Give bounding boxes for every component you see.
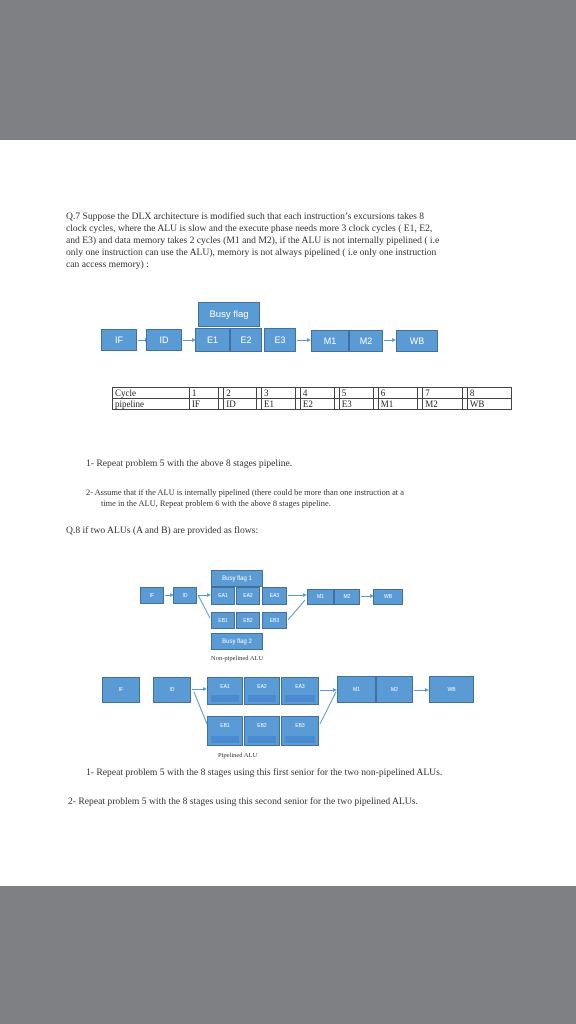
- stage-ea1: EA1: [211, 587, 235, 605]
- stage-label: EB2: [257, 723, 267, 729]
- table-cell: 5: [339, 388, 373, 399]
- stage-if: IF: [102, 677, 140, 703]
- sub-stage: [285, 736, 315, 743]
- table-cell: IF: [189, 399, 218, 410]
- stage-ea2: EA2: [236, 587, 260, 605]
- stage-label: EA3: [295, 684, 305, 690]
- task-1: 1- Repeat problem 5 with the above 8 stages pipeline.: [86, 458, 293, 469]
- stage-id: ID: [173, 587, 197, 604]
- stage-wb: WB: [373, 589, 403, 605]
- stage-wb: WB: [396, 330, 438, 352]
- stage-id: ID: [146, 329, 182, 351]
- non-pipelined-caption: Non-pipelined ALU: [211, 655, 264, 662]
- q7-line-2: clock cycles, where the ALU is slow and the execute phase needs more 3 clock cycles ( E1, E2,: [66, 223, 433, 234]
- stage-id: ID: [153, 677, 191, 703]
- table-cell: 7: [423, 388, 463, 399]
- stage-m2: M2: [376, 676, 413, 703]
- busy-flag-1-box: Busy flag 1: [211, 570, 263, 587]
- stage-m2: M2: [349, 330, 383, 352]
- final-item-2: 2- Repeat problem 5 with the 8 stages using this second senior for the two pipelined ALUs.: [68, 796, 418, 807]
- table-cell: pipeline: [113, 399, 190, 410]
- table-cell: E3: [339, 399, 373, 410]
- stage-label: EA1: [220, 684, 230, 690]
- arrow-icon: [183, 340, 193, 341]
- stage-label: EA2: [257, 684, 267, 690]
- q7-line-3: and E3) and data memory takes 2 cycles (M1 and M2), if the ALU is not internally pipelined ( i.e: [66, 235, 440, 246]
- stage-eb1: EB1: [211, 612, 235, 629]
- table-cell: 3: [262, 388, 296, 399]
- arrow-icon: [297, 340, 308, 341]
- table-cell: E1: [262, 399, 296, 410]
- arrow-icon: [165, 595, 171, 596]
- table-cell: Cycle: [113, 388, 190, 399]
- stage-e3: E3: [264, 328, 296, 352]
- arrow-icon: [361, 596, 371, 597]
- stage-eb3: EB3: [262, 612, 287, 629]
- sub-stage: [211, 736, 239, 743]
- stage-m1: M1: [337, 676, 376, 703]
- stage-m1: M1: [311, 330, 349, 352]
- q7-line-4: only one instruction can use the ALU), memory is not always pipelined ( i.e only one instruction: [66, 247, 437, 258]
- table-cell: M1: [378, 399, 418, 410]
- table-cell: M2: [423, 399, 463, 410]
- branch-arrows-icon: [190, 690, 340, 730]
- table-row: [113, 388, 512, 399]
- arrow-icon: [138, 340, 146, 341]
- busy-flag-2-box: Busy flag 2: [211, 633, 263, 650]
- table-cell: ID: [224, 399, 257, 410]
- stage-ea3: EA3: [262, 587, 287, 605]
- table-cell: 6: [378, 388, 418, 399]
- table-cell: 4: [300, 388, 334, 399]
- stage-m1: M1: [307, 589, 334, 605]
- stage-eb2: EB2: [236, 612, 260, 629]
- table-cell: WB: [467, 399, 511, 410]
- stage-m2: M2: [334, 589, 360, 605]
- arrow-icon: [384, 340, 393, 341]
- q8-heading: Q.8 if two ALUs (A and B) are provided as flows:: [66, 525, 259, 536]
- stage-e1: E1: [195, 328, 230, 352]
- cycle-table: [112, 387, 512, 410]
- arrow-icon: [414, 690, 426, 691]
- task-2-line-1: 2- Assume that if the ALU is internally pipelined (there could be more than one instruction at a: [86, 488, 404, 497]
- stage-wb: WB: [429, 676, 474, 703]
- branch-arrows-icon: [195, 590, 315, 630]
- stage-e2: E2: [230, 328, 262, 352]
- table-row: [113, 399, 512, 410]
- pipelined-caption: Pipelined ALU: [218, 752, 258, 759]
- task-2-line-2: time in the ALU, Repeat problem 6 with the above 8 stages pipeline.: [101, 499, 331, 508]
- stage-label: EB1: [220, 723, 230, 729]
- final-item-1: 1- Repeat problem 5 with the 8 stages using this first senior for the two non-pipelined ALUs.: [86, 767, 443, 778]
- table-cell: 2: [224, 388, 257, 399]
- stage-if: IF: [101, 329, 137, 351]
- stage-label: EB3: [295, 723, 305, 729]
- table-cell: E2: [300, 399, 334, 410]
- stage-if: IF: [140, 587, 164, 604]
- q7-line-1: Q.7 Suppose the DLX architecture is modified such that each instruction’s excursions takes 8: [66, 211, 425, 222]
- sub-stage: [248, 736, 276, 743]
- table-cell: 8: [467, 388, 511, 399]
- q7-line-5: can access memory) :: [66, 259, 149, 270]
- table-cell: 1: [189, 388, 218, 399]
- busy-flag-box: Busy flag: [198, 302, 260, 327]
